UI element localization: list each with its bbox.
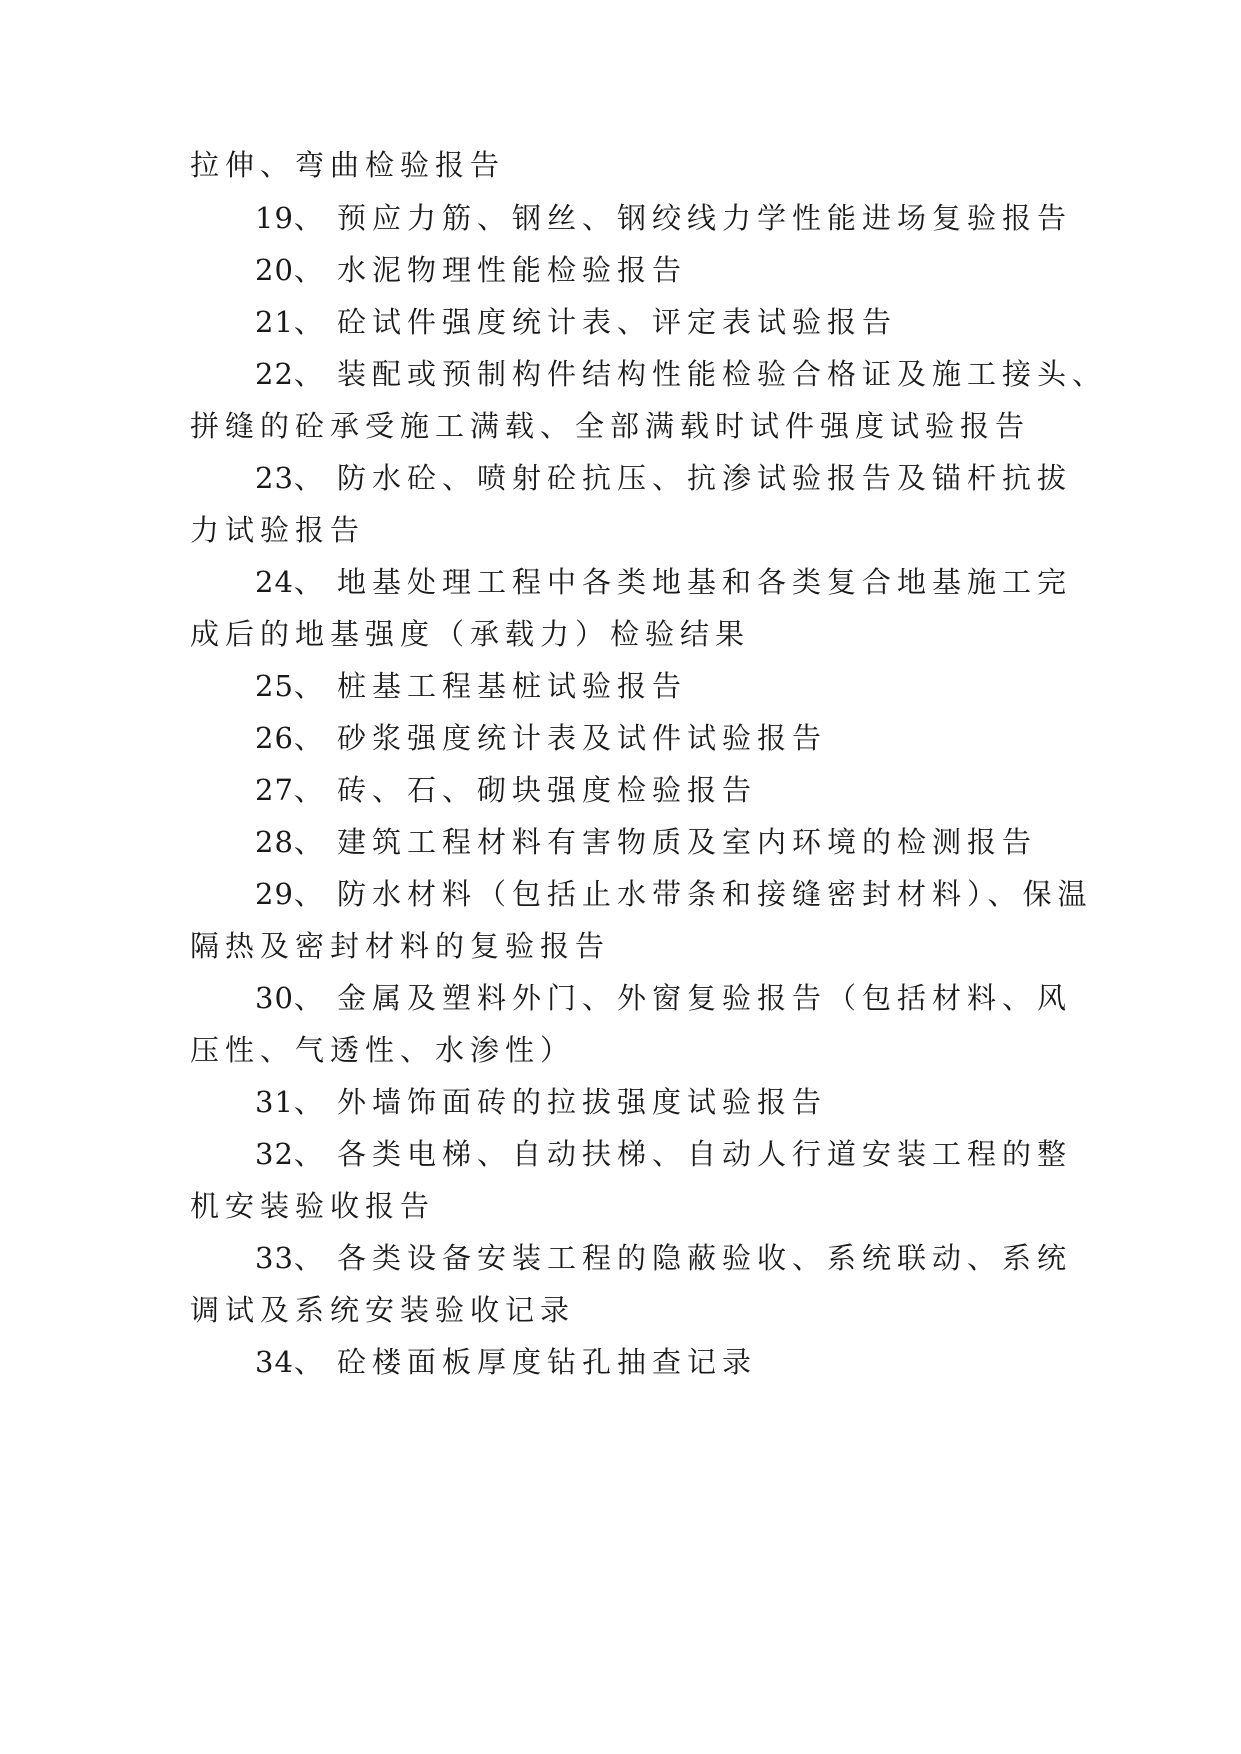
item-text-continued: 隔热及密封材料的复验报告 — [190, 929, 611, 963]
item-number: 24、 — [255, 565, 324, 599]
item-number: 34、 — [255, 1345, 324, 1379]
item-text: 防水砼、喷射砼抗压、抗渗试验报告及锚杆抗拔 — [337, 461, 1073, 495]
item-number: 21、 — [255, 305, 324, 339]
item-number: 29、 — [255, 877, 324, 911]
item-number: 32、 — [255, 1137, 324, 1171]
item-text: 预应力筋、钢丝、钢绞线力学性能进场复验报告 — [337, 201, 1073, 235]
list-item — [255, 1082, 827, 1122]
list-item — [255, 978, 1072, 1018]
item-text: 各类设备安装工程的隐蔽验收、系统联动、系统 — [337, 1241, 1073, 1275]
item-number: 33、 — [255, 1241, 324, 1275]
item-text: 地基处理工程中各类地基和各类复合地基施工完 — [337, 565, 1073, 599]
item-text: 砖、石、砌块强度检验报告 — [337, 773, 758, 807]
item-number: 25、 — [255, 669, 324, 703]
item-number: 27、 — [255, 773, 324, 807]
list-item — [255, 198, 1072, 238]
continuation-line: 拉伸、弯曲检验报告 — [190, 148, 506, 182]
item-number: 28、 — [255, 825, 324, 859]
item-text: 砼楼面板厚度钻孔抽查记录 — [337, 1345, 758, 1379]
item-number: 23、 — [255, 461, 324, 495]
item-text: 防水材料（包括止水带条和接缝密封材料）、保温 — [337, 877, 1093, 911]
list-item — [255, 822, 1037, 862]
item-text: 装配或预制构件结构性能检验合格证及施工接头、 — [337, 357, 1108, 391]
list-item — [255, 1134, 1072, 1174]
list-item — [255, 718, 827, 758]
item-text: 建筑工程材料有害物质及室内环境的检测报告 — [337, 825, 1038, 859]
item-number: 30、 — [255, 981, 324, 1015]
list-item — [255, 250, 687, 290]
list-item — [255, 354, 1107, 394]
item-number: 22、 — [255, 357, 324, 391]
item-number: 19、 — [255, 201, 324, 235]
list-item — [255, 1238, 1072, 1278]
item-text-continued: 成后的地基强度（承载力）检验结果 — [190, 617, 751, 651]
item-text-continued: 调试及系统安装验收记录 — [190, 1293, 576, 1327]
item-text-continued: 机安装验收报告 — [190, 1189, 436, 1223]
item-text: 桩基工程基桩试验报告 — [337, 669, 688, 703]
list-item — [255, 302, 897, 342]
item-text: 砼试件强度统计表、评定表试验报告 — [337, 305, 898, 339]
item-text-continued: 力试验报告 — [190, 513, 366, 547]
item-number: 26、 — [255, 721, 324, 755]
list-item — [255, 458, 1072, 498]
list-item — [255, 666, 687, 706]
list-item — [255, 874, 1093, 914]
item-text-continued: 压性、气透性、水渗性） — [190, 1033, 576, 1067]
item-text: 砂浆强度统计表及试件试验报告 — [337, 721, 828, 755]
list-item — [255, 1342, 757, 1382]
list-item — [255, 562, 1072, 602]
item-text: 金属及塑料外门、外窗复验报告（包括材料、风 — [337, 981, 1073, 1015]
item-number: 31、 — [255, 1085, 324, 1119]
item-text: 水泥物理性能检验报告 — [337, 253, 688, 287]
item-text: 外墙饰面砖的拉拔强度试验报告 — [337, 1085, 828, 1119]
item-text: 各类电梯、自动扶梯、自动人行道安装工程的整 — [337, 1137, 1073, 1171]
item-number: 20、 — [255, 253, 324, 287]
list-item — [255, 770, 757, 810]
item-text-continued: 拼缝的砼承受施工满载、全部满载时试件强度试验报告 — [190, 409, 1031, 443]
